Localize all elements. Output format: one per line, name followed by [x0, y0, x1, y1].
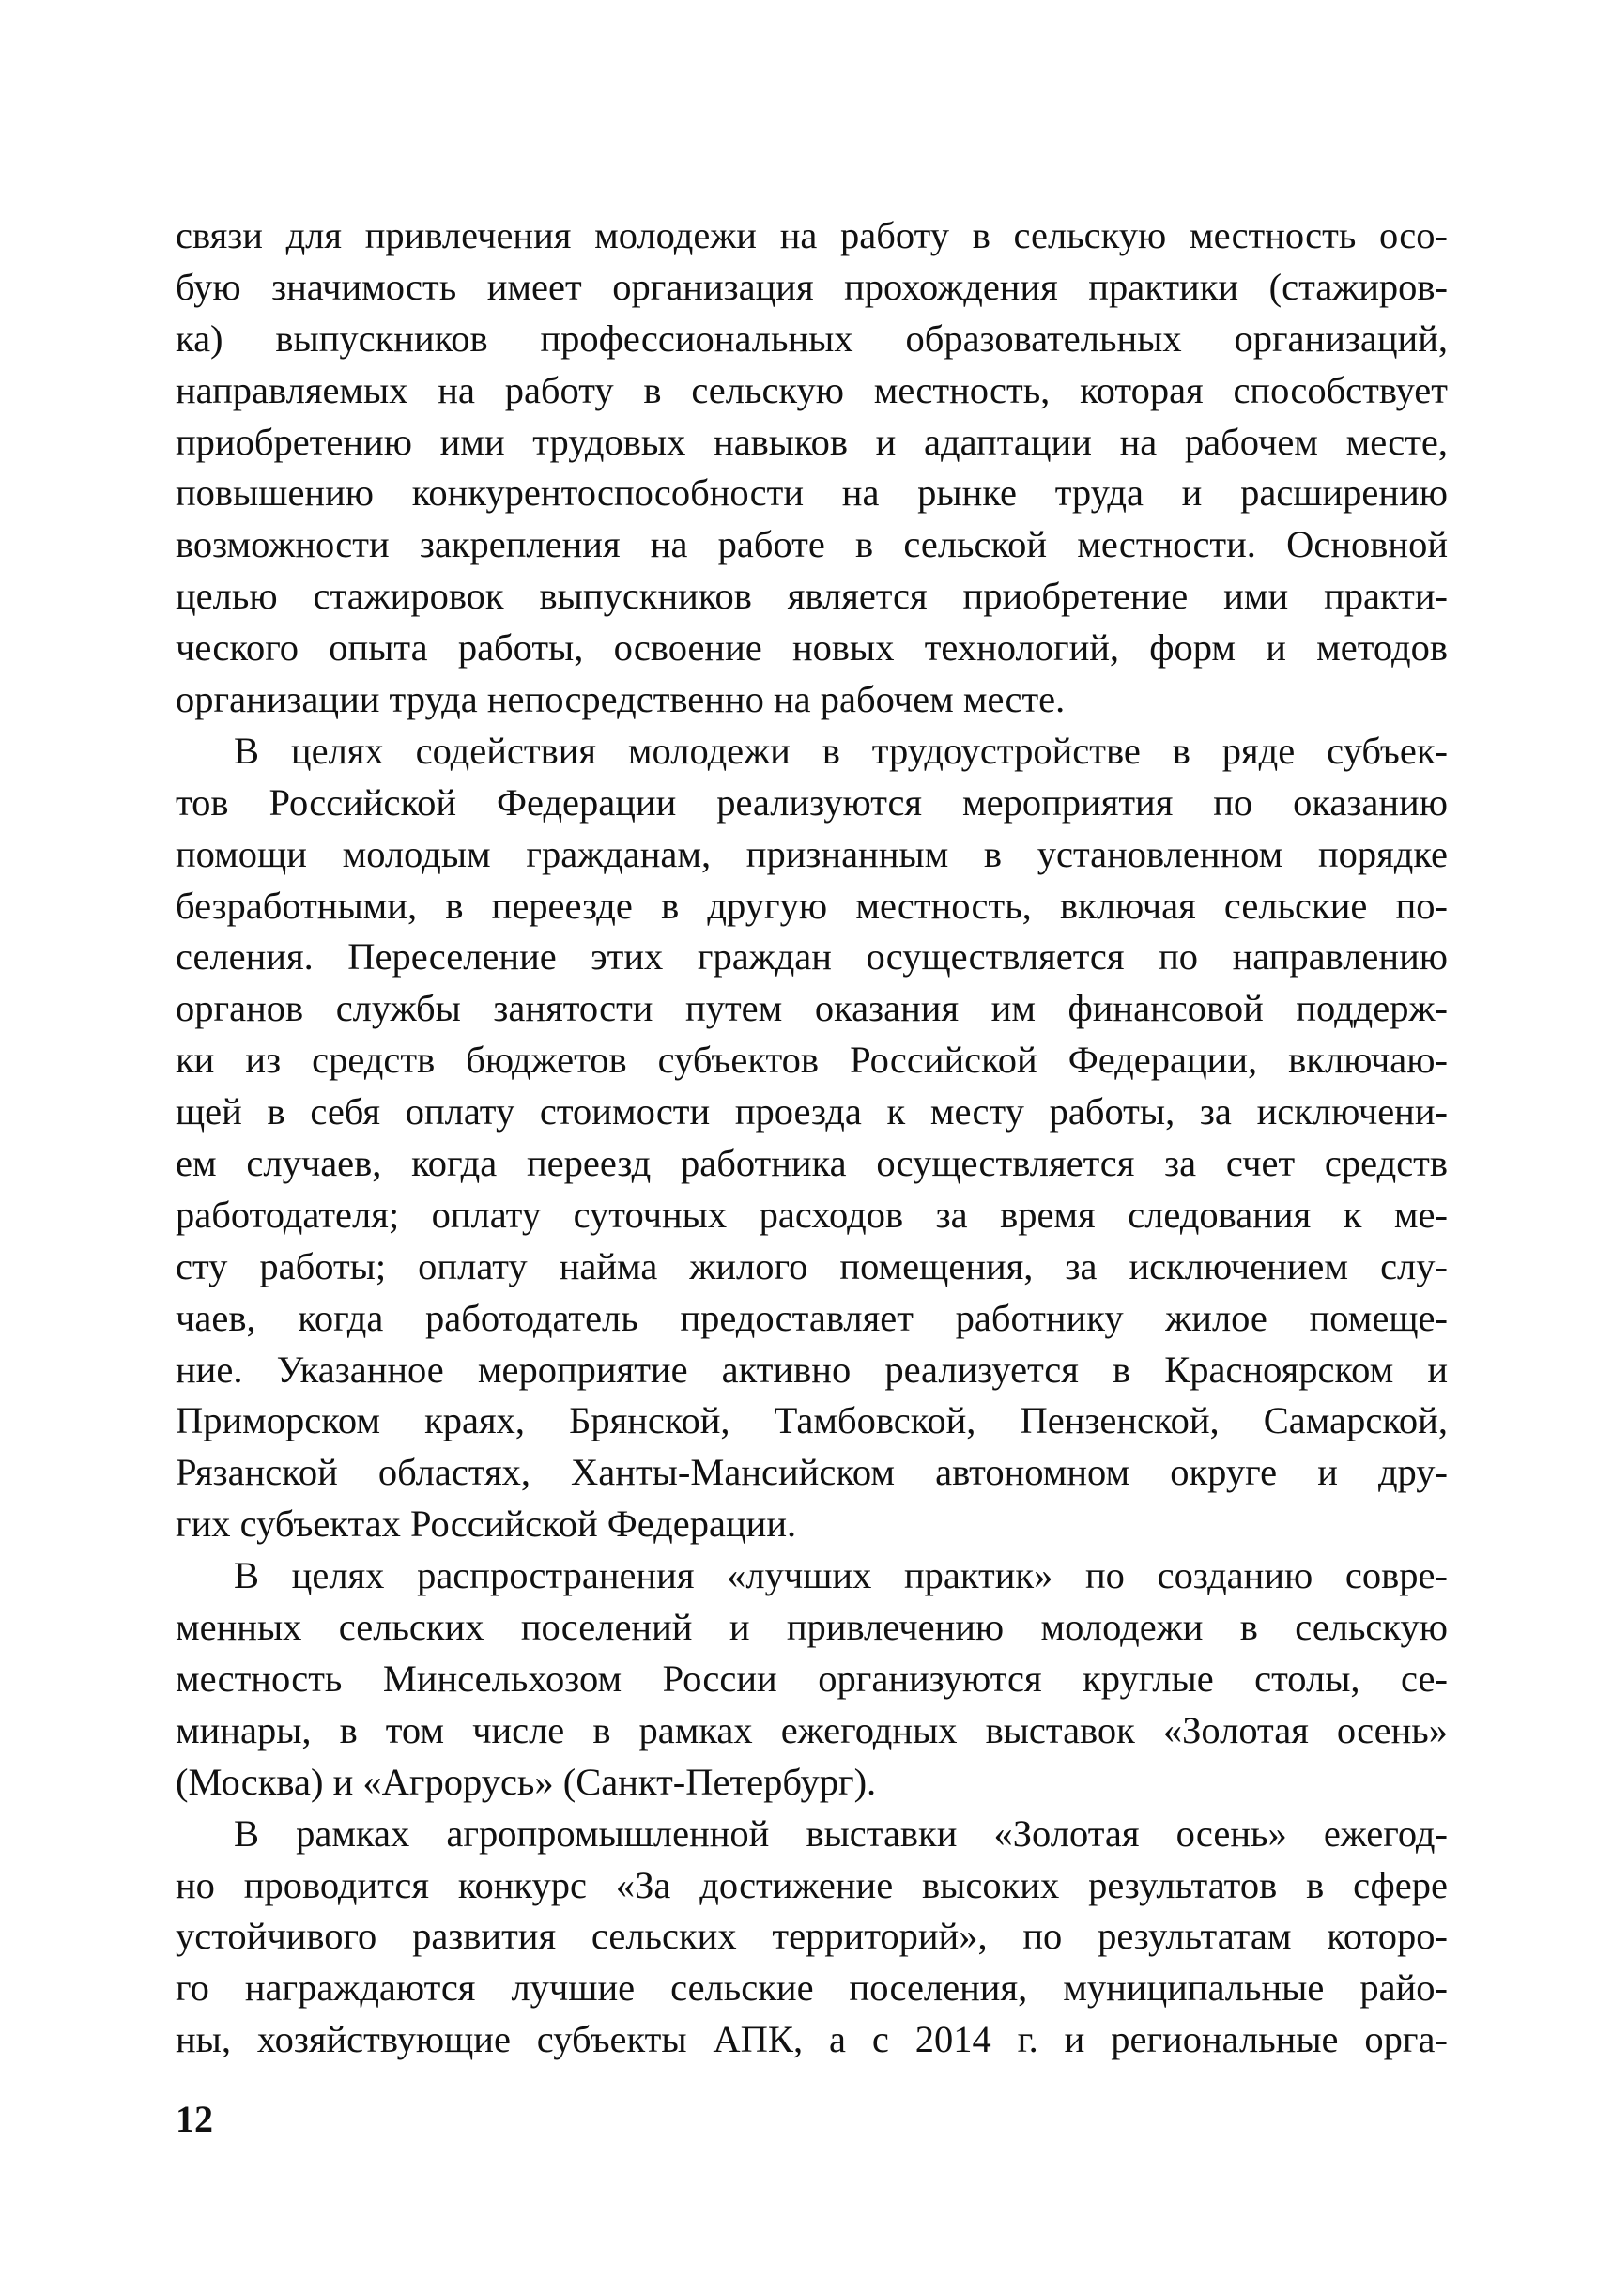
text-line: ем случаев, когда переезд работника осуществляется за счет средств	[176, 1142, 1448, 1185]
text-line: минары, в том числе в рамках ежегодных выставок «Золотая осень»	[176, 1708, 1448, 1751]
text-line: связи для привлечения молодежи на работу в сельскую местность осо-	[176, 214, 1448, 256]
text-line: гих субъектах Российской Федерации.	[176, 1502, 797, 1546]
text-line: безработными, в переезде в другую местность, включая сельские по-	[176, 884, 1448, 927]
text-line: работодателя; оплату суточных расходов за время следования к ме-	[176, 1193, 1448, 1236]
text-line: менных сельских поселений и привлечению молодежи в сельскую	[176, 1606, 1448, 1649]
text-line: го награждаются лучшие сельские поселения, муниципальные райо-	[176, 1966, 1448, 2010]
text-line: ны, хозяйствующие субъекты АПК, а с 2014 г. и региональные орга-	[176, 2018, 1448, 2061]
text-line: щей в себя оплату стоимости проезда к месту работы, за исключени-	[176, 1090, 1448, 1133]
text-line: тов Российской Федерации реализуются мероприятия по оказанию	[176, 780, 1448, 824]
text-line: (Москва) и «Агрорусь» (Санкт-Петербург).	[176, 1760, 877, 1803]
text-line: местность Минсельхозом России организуются круглые столы, се-	[176, 1657, 1448, 1700]
text-line: ческого опыта работы, освоение новых технологий, форм и методов	[176, 626, 1448, 670]
text-line: направляемых на работу в сельскую местность, которая способствует	[176, 368, 1448, 411]
paragraph-1	[176, 210, 1448, 726]
text-line: помощи молодым гражданам, признанным в установленном порядке	[176, 832, 1448, 875]
text-line: повышению конкурентоспособности на рынке труда и расширению	[176, 471, 1448, 515]
text-line: возможности закрепления на работе в сельской местности. Основной	[176, 523, 1448, 566]
paragraph-2	[176, 726, 1448, 1550]
text-line: чаев, когда работодатель предоставляет работнику жилое помеще-	[176, 1296, 1448, 1339]
text-line: бую значимость имеет организация прохождения практики (стажиров-	[176, 265, 1448, 308]
text-line: организации труда непосредственно на рабочем месте.	[176, 678, 1066, 721]
text-line: сту работы; оплату найма жилого помещения, за исключением слу-	[176, 1244, 1448, 1287]
text-line: селения. Переселение этих граждан осуществляется по направлению	[176, 935, 1448, 978]
text-line: устойчивого развития сельских территорий», по результатам которо-	[176, 1915, 1448, 1958]
text-line: приобретению ими трудовых навыков и адаптации на рабочем месте,	[176, 420, 1448, 463]
text-line: но проводится конкурс «За достижение высоких результатов в сфере	[176, 1863, 1448, 1906]
text-line: органов службы занятости путем оказания им финансовой поддерж-	[176, 987, 1448, 1030]
paragraph-4	[176, 1809, 1448, 2066]
text-line: В рамках агропромышленной выставки «Золотая осень» ежегод-	[234, 1811, 1448, 1855]
text-line: ние. Указанное мероприятие активно реализуется в Красноярском и	[176, 1348, 1448, 1391]
text-line: ка) выпускников профессиональных образовательных организаций,	[176, 316, 1448, 360]
page-number: 12	[176, 2098, 213, 2140]
text-line: Приморском краях, Брянской, Тамбовской, Пензенской, Самарской,	[176, 1399, 1448, 1442]
body-text	[176, 210, 1448, 2066]
paragraph-3	[176, 1550, 1448, 1808]
text-line: Рязанской областях, Ханты-Мансийском автономном округе и дру-	[176, 1451, 1448, 1494]
text-line: ки из средств бюджетов субъектов Российской Федерации, включаю-	[176, 1039, 1448, 1082]
text-line: целью стажировок выпускников является приобретение ими практи-	[176, 575, 1448, 618]
text-line: В целях распространения «лучших практик» по созданию совре-	[234, 1554, 1448, 1597]
text-line: В целях содействия молодежи в трудоустройстве в ряде субъек-	[234, 729, 1448, 772]
